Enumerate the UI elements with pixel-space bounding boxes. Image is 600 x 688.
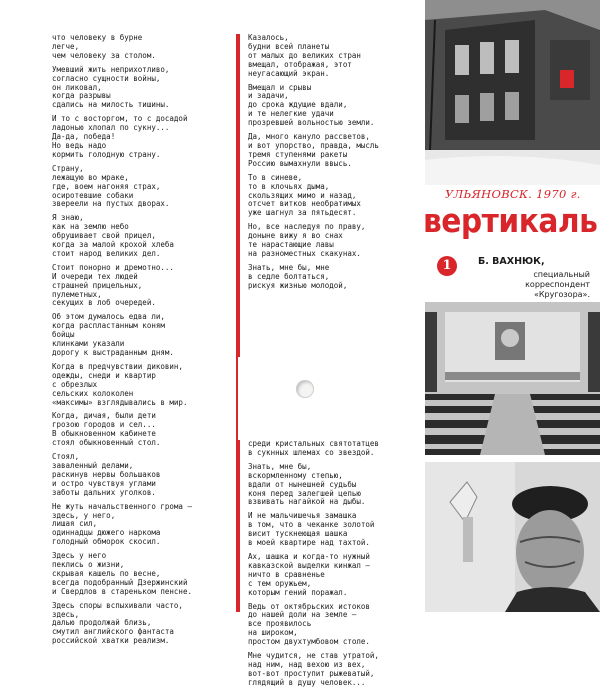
mid-top-stanza: То в синеве, то в клочьях дыма, скользящих мимо и назад, отсчет витков необратимых уже шагнул за пятьдесят.: [248, 172, 361, 218]
poem-column-middle-bottom: [238, 439, 419, 687]
mid-top-stanza: Да, много канулo рассветов, и вот упорство, правда, мысль тремя ступенями ракеты Россию вымахнули ввысь.: [248, 132, 379, 168]
mid-top-stanza: Вмещал и срывы и задачи, до срока ждущие вдали, и те нелегкие удачи прозревшей вольностью земли.: [248, 82, 375, 128]
mid-top-stanza: Знать, мне бы, мне в седле болтаться, рискуя жизнью молодой,: [248, 262, 348, 290]
author-role: специальный корреспондент «Кругозора».: [525, 270, 590, 299]
left-stanza: И то с восторгом, то с досадой ладонью хлопал по сукну... Да-да, победа! Но ведь надо кормить голодную страну.: [52, 114, 188, 159]
mid-bottom-stanza: Мне чудится, не став утратой, над ним, над вехою из вех, вот-вот проступит рыжеватый, глядящий в душу человек...: [248, 651, 379, 687]
left-stanza: Когда в предчувствии диковин, одежды, снеди и квартир с обрезлых сельских колоколен «максимы» взглядывались в мир.: [52, 361, 188, 407]
photo-meeting-hall: [425, 302, 600, 455]
author-block: [478, 256, 598, 300]
left-stanza: Не жуть начальственного грома — здесь, у него, лишая сил, одиннадцы дюжего наркома голодный обморок скосил.: [52, 501, 192, 547]
mid-bottom-stanza: Ведь от октябрьских истоков до нашей доли на земле — все проявилось на широком, простом двухтумбовом столе.: [248, 601, 370, 647]
mid-bottom-stanza: Знать, мне бы, вскормленному степью, вдали от нынешней судьбы коня перед залегшей цепью взвивать нагайкой на дыбы.: [248, 461, 366, 507]
record-center-hole: [296, 380, 314, 398]
left-stanza: Об этом думалось едва ли, когда распластанным коням бойцы клинками указали дорогу к выстраданным дням.: [52, 312, 174, 357]
location-year-overline: УЛЬЯНОВСК. 1970 г.: [445, 187, 581, 201]
left-stanza: Стоял, заваленный делами, раскинув нервы большаков и остро чувствуя углами заботы дальних уголков.: [52, 452, 161, 497]
left-stanza: Здесь у него пеклись о жизни, скрывая кашель по весне, всегда подобранный Дзержинский и Свердлов в стареньком пенсне.: [52, 551, 192, 596]
mid-bottom-stanza: И не мальчишечья замашка в том, что в чеканке золотой висит тускнеющая шашка в моей квартире над тахтой.: [248, 511, 375, 548]
photo-old-man-portrait: [425, 462, 600, 612]
mid-bottom-stanza: Ах, шашка и когда-то нужный кавказской выделки кинжал — ничто в сравненье с тем оружьем, которым гений поражал.: [248, 551, 370, 597]
article-title: вертикаль: [423, 201, 598, 240]
left-stanza: что человеку в бурне легче, чем человеку за столом.: [52, 33, 156, 60]
author-name: Б. ВАХНЮК,: [478, 256, 545, 267]
mid-top-stanza: Казалось, будни всей планеты от малых до великих стран вмещал, отображая, этот неугасающий экран.: [248, 33, 361, 78]
poem-column-middle-top: [238, 34, 419, 357]
left-stanza: Я знаю, как на землю небо обрушивает свой прицел, когда за малой крохой хлеба стоит народ великих дел.: [52, 213, 174, 258]
left-stanza: Стоит понорно и дремотно... И очереди тех людей страшней прицельных, пулеметных, секущих в лоб очередей.: [52, 262, 174, 308]
mid-top-stanza: Но, все наследуя по праву, доныне вижу я во снах те нарастающие лавы на разноместных скакунах.: [248, 222, 366, 258]
left-stanza: Страну, лежащую во мраке, где, воем нагоняя страх, осиротевшие собаки звереели на пустых дворах.: [52, 163, 170, 209]
left-stanza: Здесь споры вспыхивали часто, здесь, далью продолжай близь, смутил английского фантаста российской хватки реализм.: [52, 600, 183, 646]
photo-building-exterior: [425, 0, 600, 185]
left-stanza: Когда, дичая, были дети грозою городов и сел... В обыкновенном кабинете стоял обыкновенный стол.: [52, 411, 161, 448]
poem-column-left: [48, 33, 238, 646]
mid-bottom-stanza: среди кристальных святотатцев в сукнных шлемах со звездой.: [248, 439, 379, 457]
left-stanza: Умевший жить неприхотливо, согласно сущности войны, он ликовал, когда разрывы сдались на милость тишины.: [52, 64, 170, 110]
issue-number-badge: 1: [437, 256, 457, 276]
